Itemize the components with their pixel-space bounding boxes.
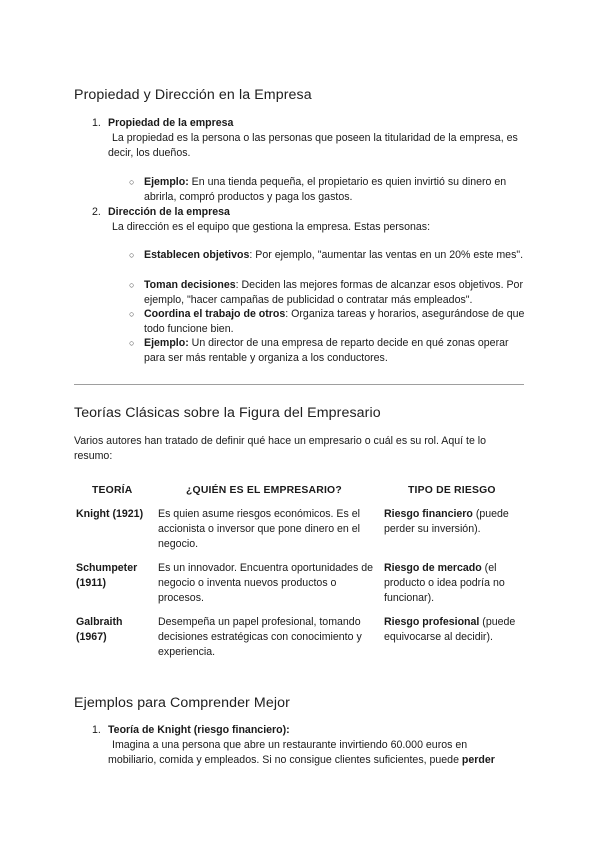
bullet-item xyxy=(144,336,528,366)
section-title-propiedad: Propiedad y Dirección en la Empresa xyxy=(74,87,312,103)
hollow-circle-bullet-icon: ○ xyxy=(129,250,135,260)
item-description-direccion: La dirección es el equipo que gestiona la empresa. Estas personas: xyxy=(112,221,431,233)
hollow-circle-bullet-icon: ○ xyxy=(129,338,135,348)
cell-theory: Galbraith (1967) xyxy=(76,616,123,643)
bullet-item xyxy=(144,278,528,308)
list-number: 1. xyxy=(92,117,101,129)
bullet-text: Un director de una empresa de reparto decide en qué zonas operar para ser más rentable y organiza a los conductores. xyxy=(144,337,509,364)
cell-risk xyxy=(384,615,524,645)
table-header-quien: ¿QUIÉN ES EL EMPRESARIO? xyxy=(186,485,342,496)
bullet-label: Ejemplo: xyxy=(144,337,189,349)
table-header-teoria: TEORÍA xyxy=(92,485,133,496)
bullet-label: Toman decisiones xyxy=(144,279,236,291)
bullet-text: : Organiza tareas y horarios, asegurándose de que todo funcione bien. xyxy=(144,308,525,335)
risk-text: (puede perder su inversión). xyxy=(384,508,509,535)
cell-risk xyxy=(384,507,524,537)
list-number: 2. xyxy=(92,206,101,218)
table-header-riesgo: TIPO DE RIESGO xyxy=(408,485,496,496)
bullet-item xyxy=(144,248,528,263)
item-title-propiedad: Propiedad de la empresa xyxy=(108,117,234,129)
cell-theory: Schumpeter (1911) xyxy=(76,562,138,589)
section-intro: Varios autores han tratado de definir qué hace un empresario o cuál es su rol. Aquí te lo resumo: xyxy=(74,435,487,462)
bullet-text: : Por ejemplo, "aumentar las ventas en un 20% este mes". xyxy=(249,249,524,261)
risk-text: (puede equivocarse al decidir). xyxy=(384,616,516,643)
knight-text: Imagina a una persona que abre un restaurante invirtiendo 60.000 euros en mobiliario, comida y empleados. Si no consigue clientes suficientes, puede xyxy=(108,739,468,766)
knight-text-bold: perder xyxy=(461,754,495,766)
item-title-knight: Teoría de Knight (riesgo financiero): xyxy=(108,724,290,736)
section-title-teorias: Teorías Clásicas sobre la Figura del Empresario xyxy=(74,405,381,421)
hollow-circle-bullet-icon: ○ xyxy=(129,280,135,290)
hollow-circle-bullet-icon: ○ xyxy=(129,309,135,319)
section-divider xyxy=(74,384,524,385)
bullet-label: Coordina el trabajo de otros xyxy=(144,308,286,320)
item-text-knight xyxy=(108,738,518,768)
bullet-label: Establecen objetivos xyxy=(144,249,250,261)
cell-risk xyxy=(384,561,524,606)
list-number: 1. xyxy=(92,724,101,736)
example-propiedad xyxy=(144,175,528,205)
risk-label: Riesgo profesional xyxy=(384,616,480,628)
risk-label: Riesgo financiero xyxy=(384,508,473,520)
cell-who: Es quien asume riesgos económicos. Es el accionista o inversor que pone dinero en el negocio. xyxy=(158,508,361,550)
example-text: En una tienda pequeña, el propietario es quien invirtió su dinero en abrirla, compró productos y paga los gastos. xyxy=(144,176,507,203)
bullet-item xyxy=(144,307,528,337)
risk-text: (el producto o idea podría no funcionar). xyxy=(384,562,505,604)
cell-who: Es un innovador. Encuentra oportunidades de negocio o inventa nuevos productos o procesos. xyxy=(158,562,373,604)
section-title-ejemplos: Ejemplos para Comprender Mejor xyxy=(74,695,290,711)
example-label: Ejemplo: xyxy=(144,176,189,188)
risk-label: Riesgo de mercado xyxy=(384,562,482,574)
item-title-direccion: Dirección de la empresa xyxy=(108,206,230,218)
bullet-text: : Deciden las mejores formas de alcanzar esos objetivos. Por ejemplo, "hacer campañas de publicidad o contratar más empleados". xyxy=(144,279,523,306)
item-description-propiedad: La propiedad es la persona o las personas que poseen la titularidad de la empresa, es decir, los dueños. xyxy=(108,132,518,159)
cell-theory: Knight (1921) xyxy=(76,508,144,520)
cell-who: Desempeña un papel profesional, tomando decisiones estratégicas con conocimiento y experiencia. xyxy=(158,616,362,658)
hollow-circle-bullet-icon: ○ xyxy=(129,177,135,187)
